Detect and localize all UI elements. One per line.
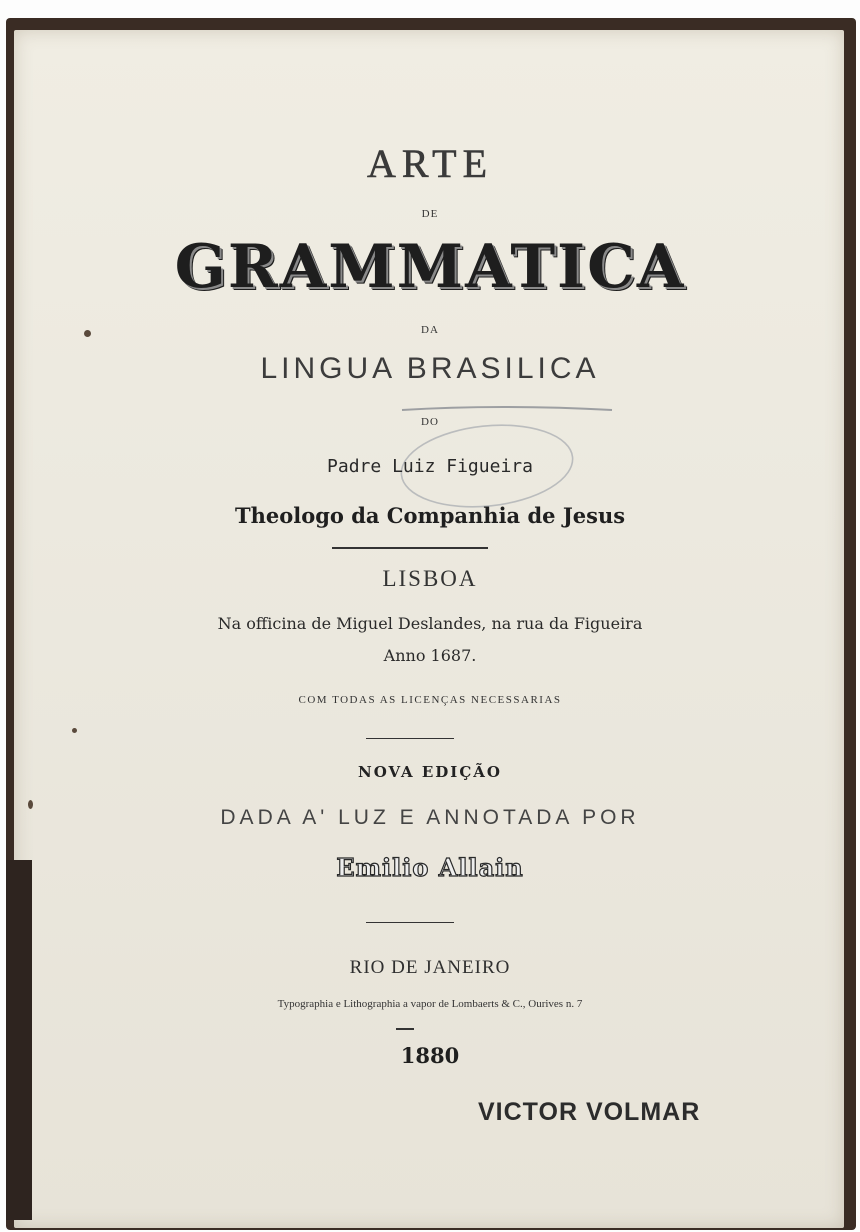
divider-rule (366, 922, 454, 923)
divider-rule (332, 547, 488, 549)
connector-da: DA (421, 324, 439, 336)
publisher-city: RIO DE JANEIRO (349, 957, 511, 978)
title-arte: ARTE (366, 141, 494, 186)
publisher-printer: Typographia e Lithographia a vapor de Lombaerts & C., Ourives n. 7 (277, 998, 583, 1010)
author-name: Padre Luiz Figueira (327, 456, 533, 477)
title-grammatica: GRAMMATICA (174, 232, 686, 302)
owner-stamp: VICTOR VOLMAR (478, 1098, 701, 1126)
imprint-year: Anno 1687. (383, 646, 477, 665)
edition-label: NOVA EDIÇÃO (358, 763, 502, 781)
connector-de: DE (421, 208, 439, 220)
imprint-printer: Na officina de Miguel Deslandes, na rua da Figueira (217, 614, 643, 633)
title-lingua-brasilica: LINGUA BRASILICA (260, 352, 600, 385)
editor-name: Emilio Allain (336, 853, 524, 882)
licenses-line: COM TODAS AS LICENÇAS NECESSARIAS (298, 694, 562, 706)
author-role: Theologo da Companhia de Jesus (234, 503, 626, 528)
editor-line: DADA A' LUZ E ANNOTADA POR (220, 806, 640, 829)
publication-year: 1880 (400, 1043, 460, 1068)
imprint-city: LISBOA (382, 566, 478, 591)
divider-dash (396, 1028, 414, 1030)
divider-rule (366, 738, 454, 739)
connector-do: DO (421, 416, 439, 428)
